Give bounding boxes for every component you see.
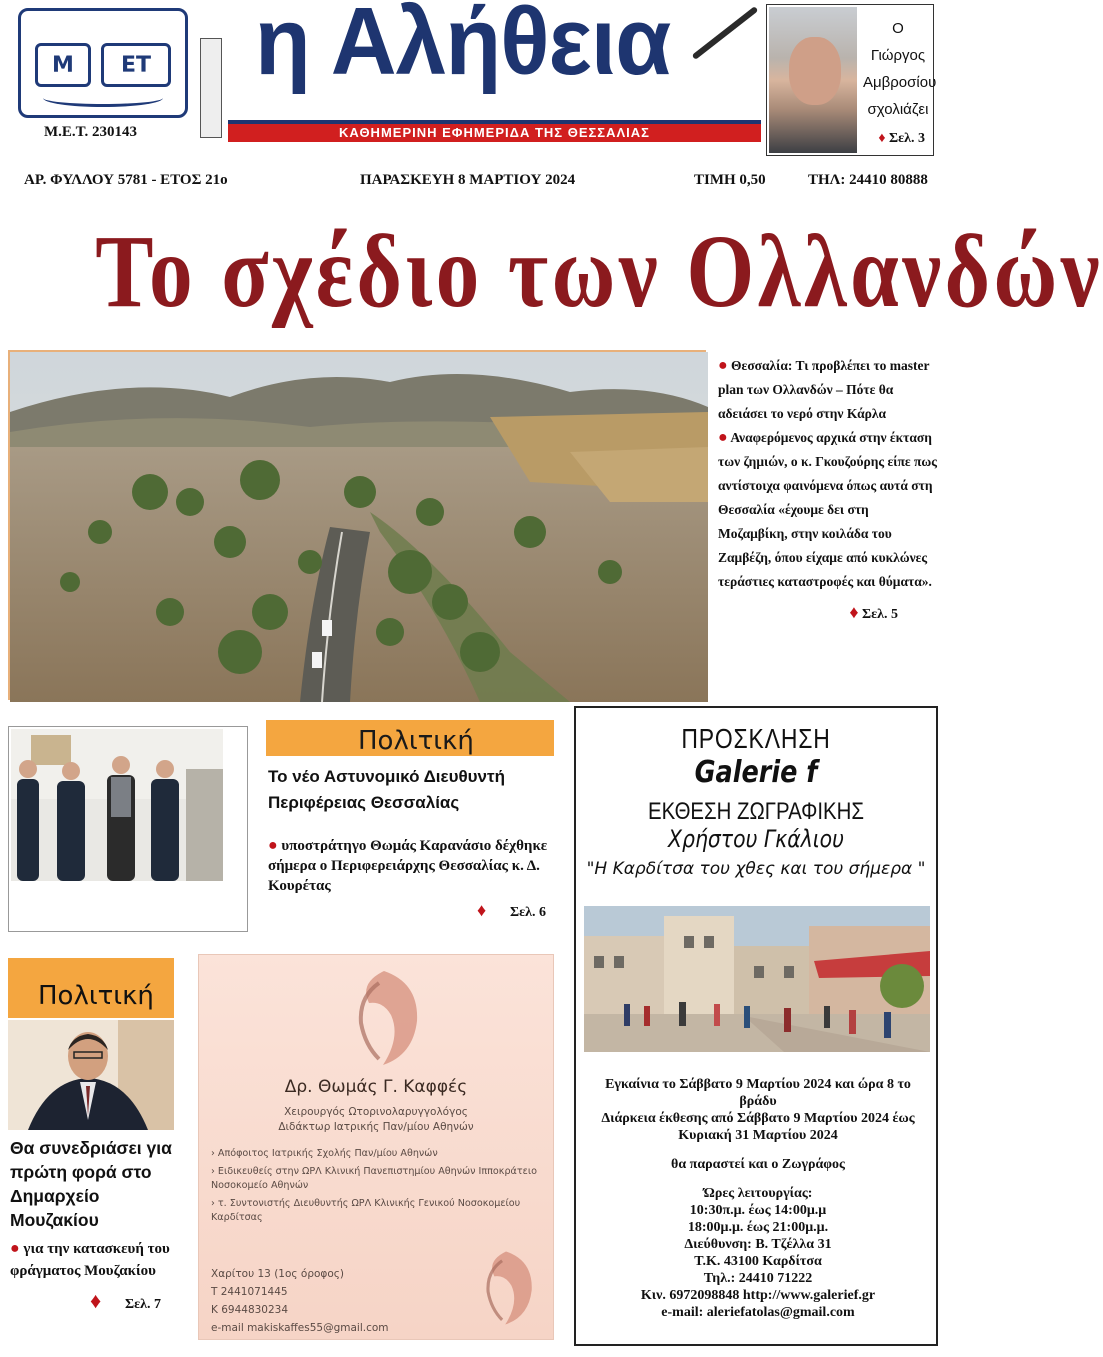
galerie-email[interactable]: e-mail: aleriefatolas@gmail.com: [661, 1305, 855, 1320]
doctor-contact: [211, 1265, 461, 1337]
columnist-line-1: Ο Γιώργος: [870, 20, 926, 64]
columnist-photo: [769, 7, 857, 153]
duration-info: Διάρκεια έκθεσης από Σάββατο 9 Μαρτίου 2024 έως Κυριακή 31 Μαρτίου 2024: [601, 1111, 915, 1143]
hours-label: Ώρες λειτουργίας:: [703, 1186, 813, 1201]
issue-date: ΠΑΡΑΣΚΕΥΗ 8 ΜΑΡΤΙΟΥ 2024: [360, 172, 576, 188]
newspaper-title: η Αλήθεια: [255, 0, 671, 95]
exhibition-type: ΕΚΘΕΣΗ ΖΩΓΡΑΦΙΚΗΣ: [647, 798, 865, 825]
doctor-credential-1-text: Απόφοιτος Ιατρικής Σχολής Παν/μίου Αθηνών: [217, 1148, 438, 1159]
book-icon: [43, 89, 163, 107]
main-headline[interactable]: Το σχέδιο των Ολλανδών: [95, 214, 1103, 329]
police-story-title[interactable]: Το νέο Αστυνομικό Διευθυντή Περιφέρειας Θεσσαλίας: [268, 767, 505, 812]
doctor-credential-2: › Ειδικευθείς στην ΩΡΛ Κλινική Πανεπιστημίου Αθηνών Ιπποκράτειο Νοσοκομείο Αθηνών: [211, 1166, 537, 1191]
bullet-icon: ●: [10, 1240, 20, 1257]
columnist-line-2: Αμβροσίου: [863, 74, 937, 91]
doctor-name: Δρ. Θωμάς Γ. Καφφές: [284, 1077, 468, 1097]
mouzaki-page: Σελ. 7: [124, 1297, 161, 1312]
columnist-line-3: σχολιάζει: [867, 101, 929, 118]
pen-icon: [692, 6, 759, 60]
bullet-icon: ●: [268, 837, 278, 854]
flood-aerial-illustration: [10, 352, 708, 702]
galerie-phone: Τηλ.: 24410 71222: [703, 1271, 813, 1286]
flood-aerial-photo: [8, 350, 706, 700]
section-tag-label: Πολιτική: [38, 981, 154, 1011]
columnist-page: Σελ. 3: [888, 131, 925, 146]
doctor-address: Χαρίτου 13 (1ος όροφος): [211, 1268, 345, 1280]
doctor-advertisement[interactable]: [198, 954, 554, 1340]
lead-bullet-2: [718, 426, 938, 594]
columnist-face: [789, 37, 841, 105]
doctor-specialty: [199, 1105, 553, 1135]
police-officers-photo: [11, 729, 223, 881]
doctor-specialty-2: Διδάκτωρ Ιατρικής Παν/μίου Αθηνών: [278, 1121, 474, 1133]
galerie-mobile-website[interactable]: Κιν. 6972098848 http://www.galerief.gr: [640, 1288, 876, 1303]
police-photo-frame: [8, 726, 248, 932]
lead-page-ref[interactable]: [718, 600, 938, 627]
lead-bullet-2-text: Αναφερόμενος αρχικά στην έκταση των ζημιών, ο κ. Γκουζούρης είπε πως αντίστοιχα φαινόμενα όπως αυτά στη Θεσσαλία «έχουμε δει στη Μοζαμβίκη, στην κοιλάδα του Ζαμβέζη, όπου είχαμε από κυκλώνες τεράστιες καταστροφές και θύματα».: [718, 430, 937, 589]
columnist-box[interactable]: [766, 4, 937, 156]
diamond-icon: ♦: [90, 1288, 102, 1313]
certification-stamp: [200, 38, 222, 138]
officers-illustration: [11, 729, 223, 881]
section-tag-politics-2[interactable]: [8, 958, 174, 1018]
doctor-credential-3-text: τ. Συντονιστής Διευθυντής ΩΡΛ Κλινικής Γενικού Νοσοκομείου Καρδίτσας: [211, 1198, 521, 1223]
police-page-ref[interactable]: [268, 900, 558, 923]
newspaper-subtitle: ΚΑΘΗΜΕΡΙΝΗ ΕΦΗΜΕΡΙΔΑ ΤΗΣ ΘΕΣΣΑΛΙΑΣ: [228, 124, 761, 142]
galerie-exhibition-ad[interactable]: [574, 706, 938, 1346]
mouzaki-page-ref[interactable]: [10, 1290, 186, 1316]
met-logo: [18, 8, 188, 118]
diamond-icon: ♦: [849, 602, 859, 622]
mouzaki-bullet-text: για την κατασκευή του φράγματος Μουζακίου: [10, 1241, 170, 1279]
official-portrait: [8, 1020, 174, 1130]
exhibition-details: [586, 1076, 930, 1321]
galerie-name: Galerie f: [694, 755, 818, 790]
hours-morning: 10:30π.μ. έως 14:00μ.μ: [689, 1203, 827, 1218]
section-tag-politics[interactable]: [266, 720, 554, 756]
portrait-illustration: [8, 1020, 174, 1130]
doctor-credential-3: › τ. Συντονιστής Διευθυντής ΩΡΛ Κλινικής Γενικού Νοσοκομείου Καρδίτσας: [211, 1198, 521, 1223]
doctor-email[interactable]: e-mail makiskaffes55@gmail.com: [211, 1322, 389, 1334]
police-story-bullet: [268, 836, 558, 923]
doctor-mobile[interactable]: Κ 6944830234: [211, 1304, 289, 1316]
section-tag-label: Πολιτική: [358, 726, 474, 756]
mouzaki-story-title[interactable]: Θα συνεδριάσει για πρώτη φορά στο Δημαρχείο Μουζακίου: [10, 1138, 172, 1230]
exhibition-title: "Η Καρδίτσα του χθες και του σήμερα ": [586, 859, 926, 879]
issue-number: ΑΡ. ΦΥΛΛΟΥ 5781 - ΕΤΟΣ 21ο: [24, 172, 228, 188]
issue-phone: ΤΗΛ: 24410 80888: [808, 172, 928, 188]
met-code: Μ.Ε.Τ. 230143: [44, 124, 138, 140]
diamond-icon: ♦: [878, 131, 886, 146]
street-painting: [584, 906, 930, 1052]
police-bullet-text: υποστράτηγο Θωμάς Καρανάσιο δέχθηκε σήμερα ο Περιφερειάρχης Θεσσαλίας κ. Δ. Κουρέτας: [268, 838, 548, 894]
bullet-icon: ●: [718, 357, 728, 374]
ear-logo-small-icon: [471, 1245, 541, 1331]
doctor-credentials: [211, 1147, 541, 1225]
galerie-address: Διεύθυνση: Β. Τζέλλα 31: [684, 1237, 832, 1252]
opening-info: Εγκαίνια το Σάββατο 9 Μαρτίου 2024 και ώρα 8 το βράδυ: [605, 1077, 911, 1109]
lead-bullet-1: [718, 354, 938, 426]
doctor-credential-2-text: Ειδικευθείς στην ΩΡΛ Κλινική Πανεπιστημίου Αθηνών Ιπποκράτειο Νοσοκομείο Αθηνών: [211, 1166, 537, 1191]
lead-bullet-1-text: Θεσσαλία: Τι προβλέπει το master plan των Ολλανδών – Πότε θα αδειάσει το νερό στην Κάρλα: [718, 358, 930, 421]
columnist-caption: [863, 15, 937, 123]
bullet-icon: ●: [718, 429, 728, 446]
painting-illustration: [584, 906, 930, 1052]
diamond-icon: ♦: [477, 900, 487, 920]
ear-logo-icon: [339, 963, 429, 1073]
met-logo-right: ΕΤ: [101, 43, 171, 87]
newspaper-brand: [245, 0, 760, 140]
painter-name: Χρήστου Γκάλιου: [668, 825, 844, 853]
painter-presence: θα παραστεί και ο Ζωγράφος: [671, 1157, 845, 1172]
galerie-postcode: Τ.Κ. 43100 Καρδίτσα: [694, 1254, 822, 1269]
invitation-heading: ΠΡΟΣΚΛΗΣΗ: [681, 723, 831, 754]
doctor-specialty-1: Χειρουργός Ωτορινολαρυγγολόγος: [284, 1106, 468, 1118]
met-logo-left: Μ: [35, 43, 91, 87]
doctor-credential-1: › Απόφοιτος Ιατρικής Σχολής Παν/μίου Αθηνών: [211, 1148, 438, 1159]
issue-price: ΤΙΜΗ 0,50: [694, 172, 766, 188]
doctor-phone[interactable]: Τ 2441071445: [211, 1286, 288, 1298]
lead-page: Σελ. 5: [861, 607, 898, 622]
mouzaki-story-bullet: [10, 1238, 186, 1316]
columnist-page-ref[interactable]: [878, 131, 925, 147]
hours-evening: 18:00μ.μ. έως 21:00μ.μ.: [687, 1220, 829, 1235]
lead-story-bullets: [718, 354, 938, 627]
police-page: Σελ. 6: [509, 905, 546, 920]
